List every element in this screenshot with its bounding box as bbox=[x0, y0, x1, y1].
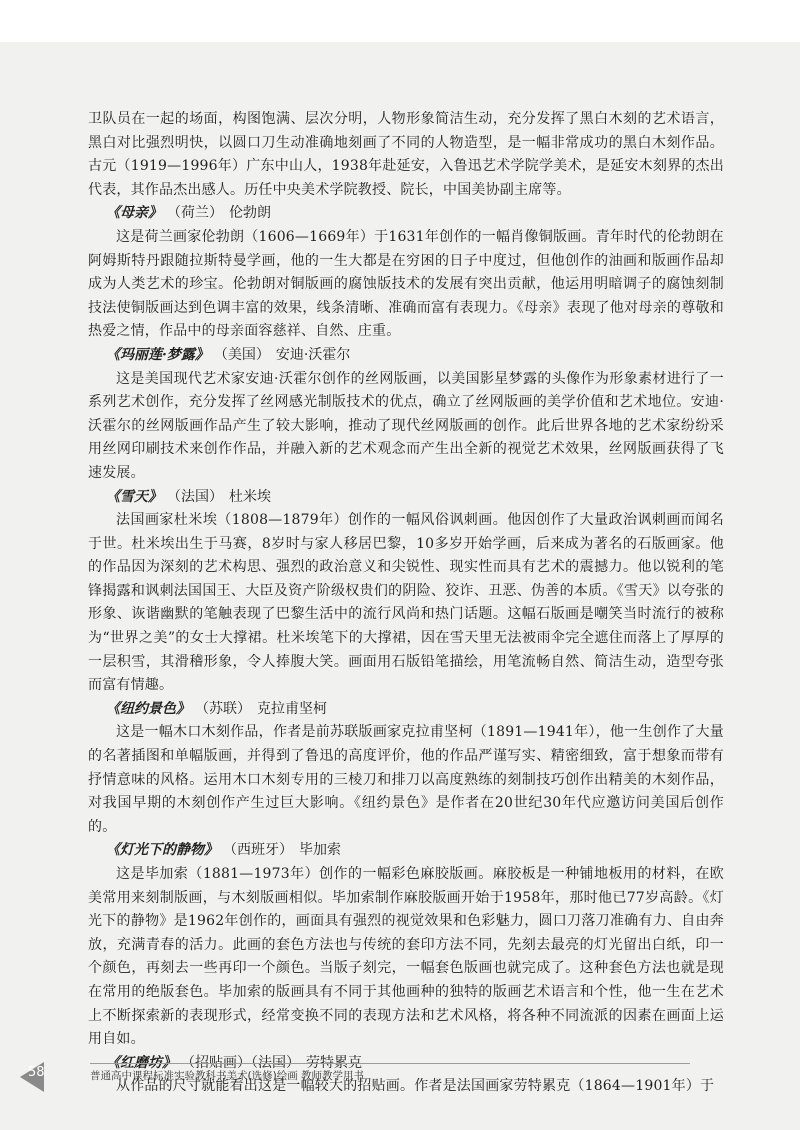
page-footer bbox=[0, 1052, 800, 1108]
entry-heading bbox=[88, 698, 724, 722]
artwork-country: （法国） bbox=[174, 488, 223, 505]
artist-name: 伦勃朗 bbox=[229, 205, 271, 222]
artwork-country: （招贴画）（法国） bbox=[188, 1054, 300, 1071]
artwork-entry-snow-day bbox=[88, 486, 724, 698]
artwork-country: （荷兰） bbox=[174, 205, 223, 222]
artwork-title: 《母亲》 bbox=[106, 205, 162, 222]
book-title: 普通高中课程标准实验教科书美术(选修)绘画 教师教学用书 bbox=[90, 1070, 365, 1082]
artist-name: 劳特累克 bbox=[306, 1054, 362, 1071]
artist-name: 毕加索 bbox=[299, 842, 341, 859]
page-number: 58 bbox=[28, 1065, 45, 1080]
artwork-title: 《玛丽莲·梦露》 bbox=[106, 346, 209, 363]
entry-heading bbox=[88, 344, 724, 368]
artist-name: 杜米埃 bbox=[229, 488, 271, 505]
footer-divider bbox=[90, 1063, 690, 1064]
artwork-title: 《纽约景色》 bbox=[106, 700, 190, 717]
artwork-country: （苏联） bbox=[202, 700, 251, 717]
artist-name: 安迪·沃霍尔 bbox=[275, 346, 351, 363]
artwork-entry-new-york bbox=[88, 698, 724, 840]
artwork-entry-marilyn bbox=[88, 344, 724, 486]
entry-description: 这是一幅木口木刻作品，作者是前苏联版画家克拉甫坚柯（1891—1941年），他一生创作了大量的名著插图和单幅版画，并得到了鲁迅的高度评价，他的作品严谨写实、精密细致，富于想象而带有抒情意味的风格。运用木口木刻专用的三棱刀和排刀以高度熟练的刻制技巧创作出精美的木刻作品，对我国早期的木刻创作产生过巨大影响。《纽约景色》是作者在20世纪30年代应邀访问美国后创作的。 bbox=[88, 724, 724, 835]
entry-heading bbox=[88, 202, 724, 226]
entry-description: 法国画家杜米埃（1808—1879年）创作的一幅风俗讽刺画。他因创作了大量政治讽刺画而闻名于世。杜米埃出生于马赛，8岁时与家人移居巴黎，10多岁开始学画，后来成为著名的石版画家。他的作品因为深刻的艺术构思、强烈的政治意义和尖锐性、现实性而具有艺术的震撼力。他以锐利的笔锋揭露和讽刺法国国王、大臣及资产阶级权贵们的阴险、狡诈、丑恶、伪善的本质。《雪天》以夸张的形象、诙谐幽默的笔触表现了巴黎生活中的流行风尚和热门话题。这幅石版画是嘲笑当时流行的被称为“世界之美”的女士大撑裙。杜米埃笔下的大撑裙，因在雪天里无法被雨伞完全遮住而落上了厚厚的一层积雪，其滑稽形象，令人捧腹大笑。画面用石版铅笔描绘，用笔流畅自然、简洁生动，造型夸张而富有情趣。 bbox=[88, 512, 724, 694]
entry-description: 这是美国现代艺术家安迪·沃霍尔创作的丝网版画，以美国影星梦露的头像作为形象素材进行了一系列艺术创作，充分发挥了丝网感光制版技术的优点，确立了丝网版画的美学价值和艺术地位。安迪·沃霍尔的丝网版画作品产生了较大影响，推动了现代丝网版画的创作。此后世界各地的艺术家纷纷采用丝网印刷技术来创作作品，并融入新的艺术观念而产生出全新的视觉艺术效果，丝网版画获得了飞速发展。 bbox=[88, 370, 724, 481]
top-margin bbox=[0, 0, 800, 42]
entry-description: 这是荷兰画家伦勃朗（1606—1669年）于1631年创作的一幅肖像铜版画。青年时代的伦勃朗在阿姆斯特丹跟随拉斯特曼学画，他的一生大都是在穷困的日子中度过，但他创作的油画和版画作品却成为人类艺术的珍宝。伦勃朗对铜版画的腐蚀版技术的发展有突出贡献，他运用明暗调子的腐蚀刻制技法使铜版画达到色调丰富的效果，线条清晰、准确而富有表现力。《母亲》表现了他对母亲的尊敬和热爱之情，作品中的母亲面容慈祥、自然、庄重。 bbox=[88, 228, 724, 340]
artwork-entry-mother bbox=[88, 202, 724, 344]
artwork-country: （西班牙） bbox=[230, 842, 293, 859]
artwork-title: 《雪天》 bbox=[106, 488, 162, 505]
page-content bbox=[88, 108, 724, 1099]
artwork-entry-still-life bbox=[88, 839, 724, 1051]
artwork-title: 《红磨坊》 bbox=[106, 1054, 176, 1071]
entry-heading bbox=[88, 486, 724, 510]
artwork-country: （美国） bbox=[220, 346, 270, 363]
intro-paragraph: 卫队员在一起的场面，构图饱满、层次分明，人物形象简洁生动，充分发挥了黑白木刻的艺术语言，黑白对比强烈明快，以圆口刀生动准确地刻画了不同的人物造型，是一幅非常成功的黑白木刻作品。古元（1919—1996年）广东中山人，1938年赴延安，入鲁迅艺术学院学美术，是延安木刻界的杰出代表，其作品杰出感人。历任中央美术学院教授、院长，中国美协副主席等。 bbox=[88, 111, 724, 198]
entry-description: 从作品的尺寸就能看出这是一幅较大的招贴画。作者是法国画家劳特累克（1864—1901年）于 bbox=[116, 1078, 715, 1095]
artwork-title: 《灯光下的静物》 bbox=[106, 842, 218, 859]
entry-description: 这是毕加索（1881—1973年）创作的一幅彩色麻胶版画。麻胶板是一种铺地板用的材料，在欧美常用来刻制版画，与木刻版画相似。毕加索制作麻胶版画开始于1958年，那时他已77岁高龄。《灯光下的静物》是1962年创作的，画面具有强烈的视觉效果和色彩魅力，圆口刀落刀准确有力、自由奔放，充满青春的活力。此画的套色方法也与传统的套印方法不同，先刻去最亮的灯光留出白纸，印一个颜色，再刻去一些再印一个颜色。当版子刻完，一幅套色版画也就完成了。这种套色方法也就是现在常用的绝版套色。毕加索的版画具有不同于其他画种的独特的版画艺术语言和个性，他一生在艺术上不断探索新的表现形式，经常变换不同的表现方法和艺术风格，将各种不同流派的因素在画面上运用自如。 bbox=[88, 866, 724, 1048]
entry-heading bbox=[88, 839, 724, 863]
artist-name: 克拉甫坚柯 bbox=[257, 700, 327, 717]
